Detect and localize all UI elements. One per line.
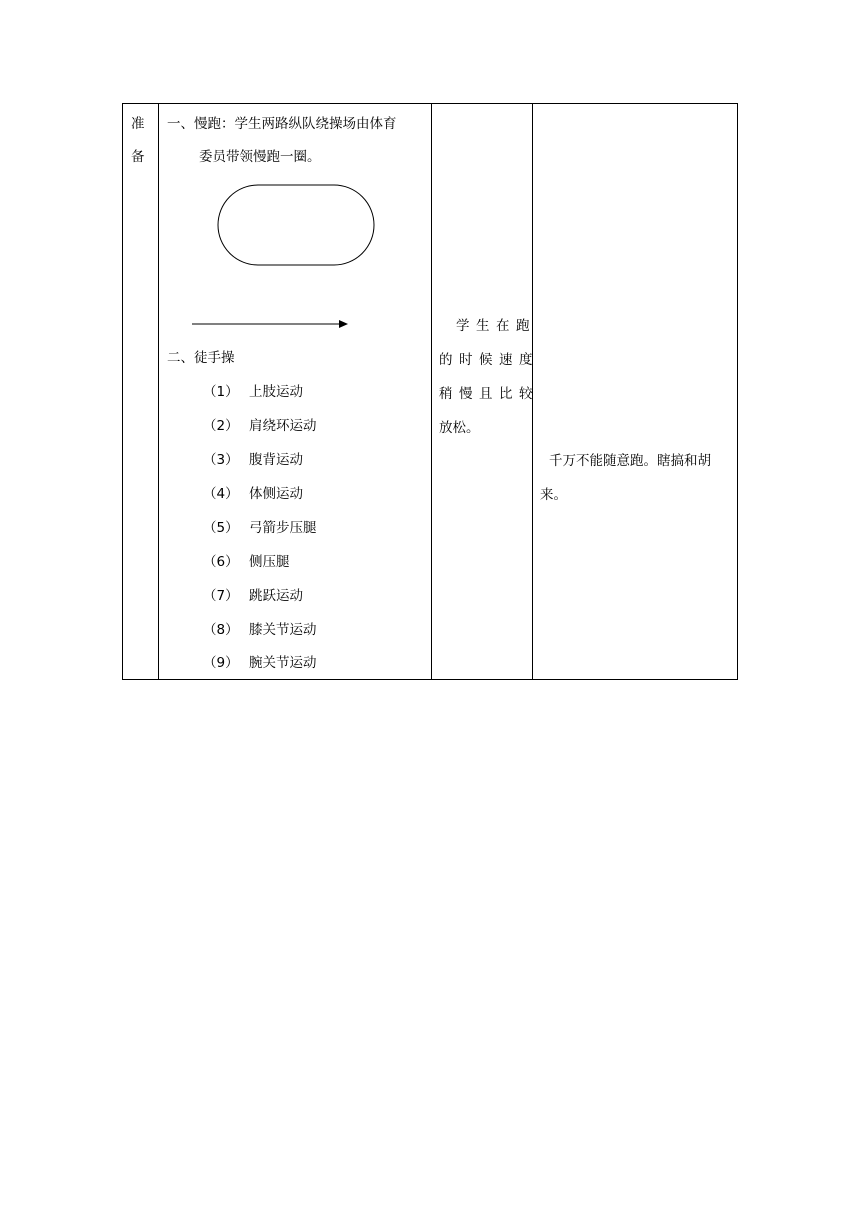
note-line2: 来。 — [540, 487, 567, 503]
exercise-number: （3） — [203, 452, 239, 468]
exercise-name: 侧压腿 — [249, 554, 290, 570]
jog-instruction-line1: 一、慢跑：学生两路纵队绕操场由体育 — [167, 116, 397, 132]
exercise-name: 跳跃运动 — [249, 588, 303, 604]
exercise-name: 肩绕环运动 — [249, 418, 317, 434]
track-loop-shape — [218, 185, 374, 265]
exercise-name: 腕关节运动 — [249, 655, 317, 671]
exercise-number: （8） — [203, 622, 239, 638]
exercise-number: （2） — [203, 418, 239, 434]
requirement-line4: 放松。 — [439, 420, 480, 436]
direction-arrow-head — [339, 320, 348, 328]
freehand-exercise-title: 二、徒手操 — [167, 350, 235, 366]
notes-cell — [533, 104, 738, 679]
jogging-route-diagram — [159, 104, 431, 344]
exercise-number: （6） — [203, 554, 239, 570]
exercise-number: （7） — [203, 588, 239, 604]
exercise-name: 膝关节运动 — [249, 622, 317, 638]
note-line1: 千万不能随意跑。瞎搞和胡 — [549, 453, 711, 469]
exercise-name: 上肢运动 — [249, 384, 303, 400]
exercise-number: （9） — [203, 655, 239, 671]
requirement-line1: 学生在跑 — [456, 318, 536, 334]
exercise-name: 弓箭步压腿 — [249, 520, 317, 536]
requirement-line3: 稍慢且比较 — [439, 386, 539, 402]
lesson-plan-table — [122, 103, 738, 680]
section-label-char-1: 准 — [131, 116, 145, 132]
exercise-number: （5） — [203, 520, 239, 536]
section-label-char-2: 备 — [131, 149, 145, 165]
exercise-name: 腹背运动 — [249, 452, 303, 468]
content-cell — [159, 104, 431, 679]
requirement-line2: 的时候速度 — [439, 352, 539, 368]
exercise-number: （1） — [203, 384, 239, 400]
section-label-cell — [123, 104, 158, 679]
exercise-name: 体侧运动 — [249, 486, 303, 502]
jog-instruction-line2: 委员带领慢跑一圈。 — [199, 149, 321, 165]
requirements-cell — [432, 104, 539, 679]
exercise-number: （4） — [203, 486, 239, 502]
